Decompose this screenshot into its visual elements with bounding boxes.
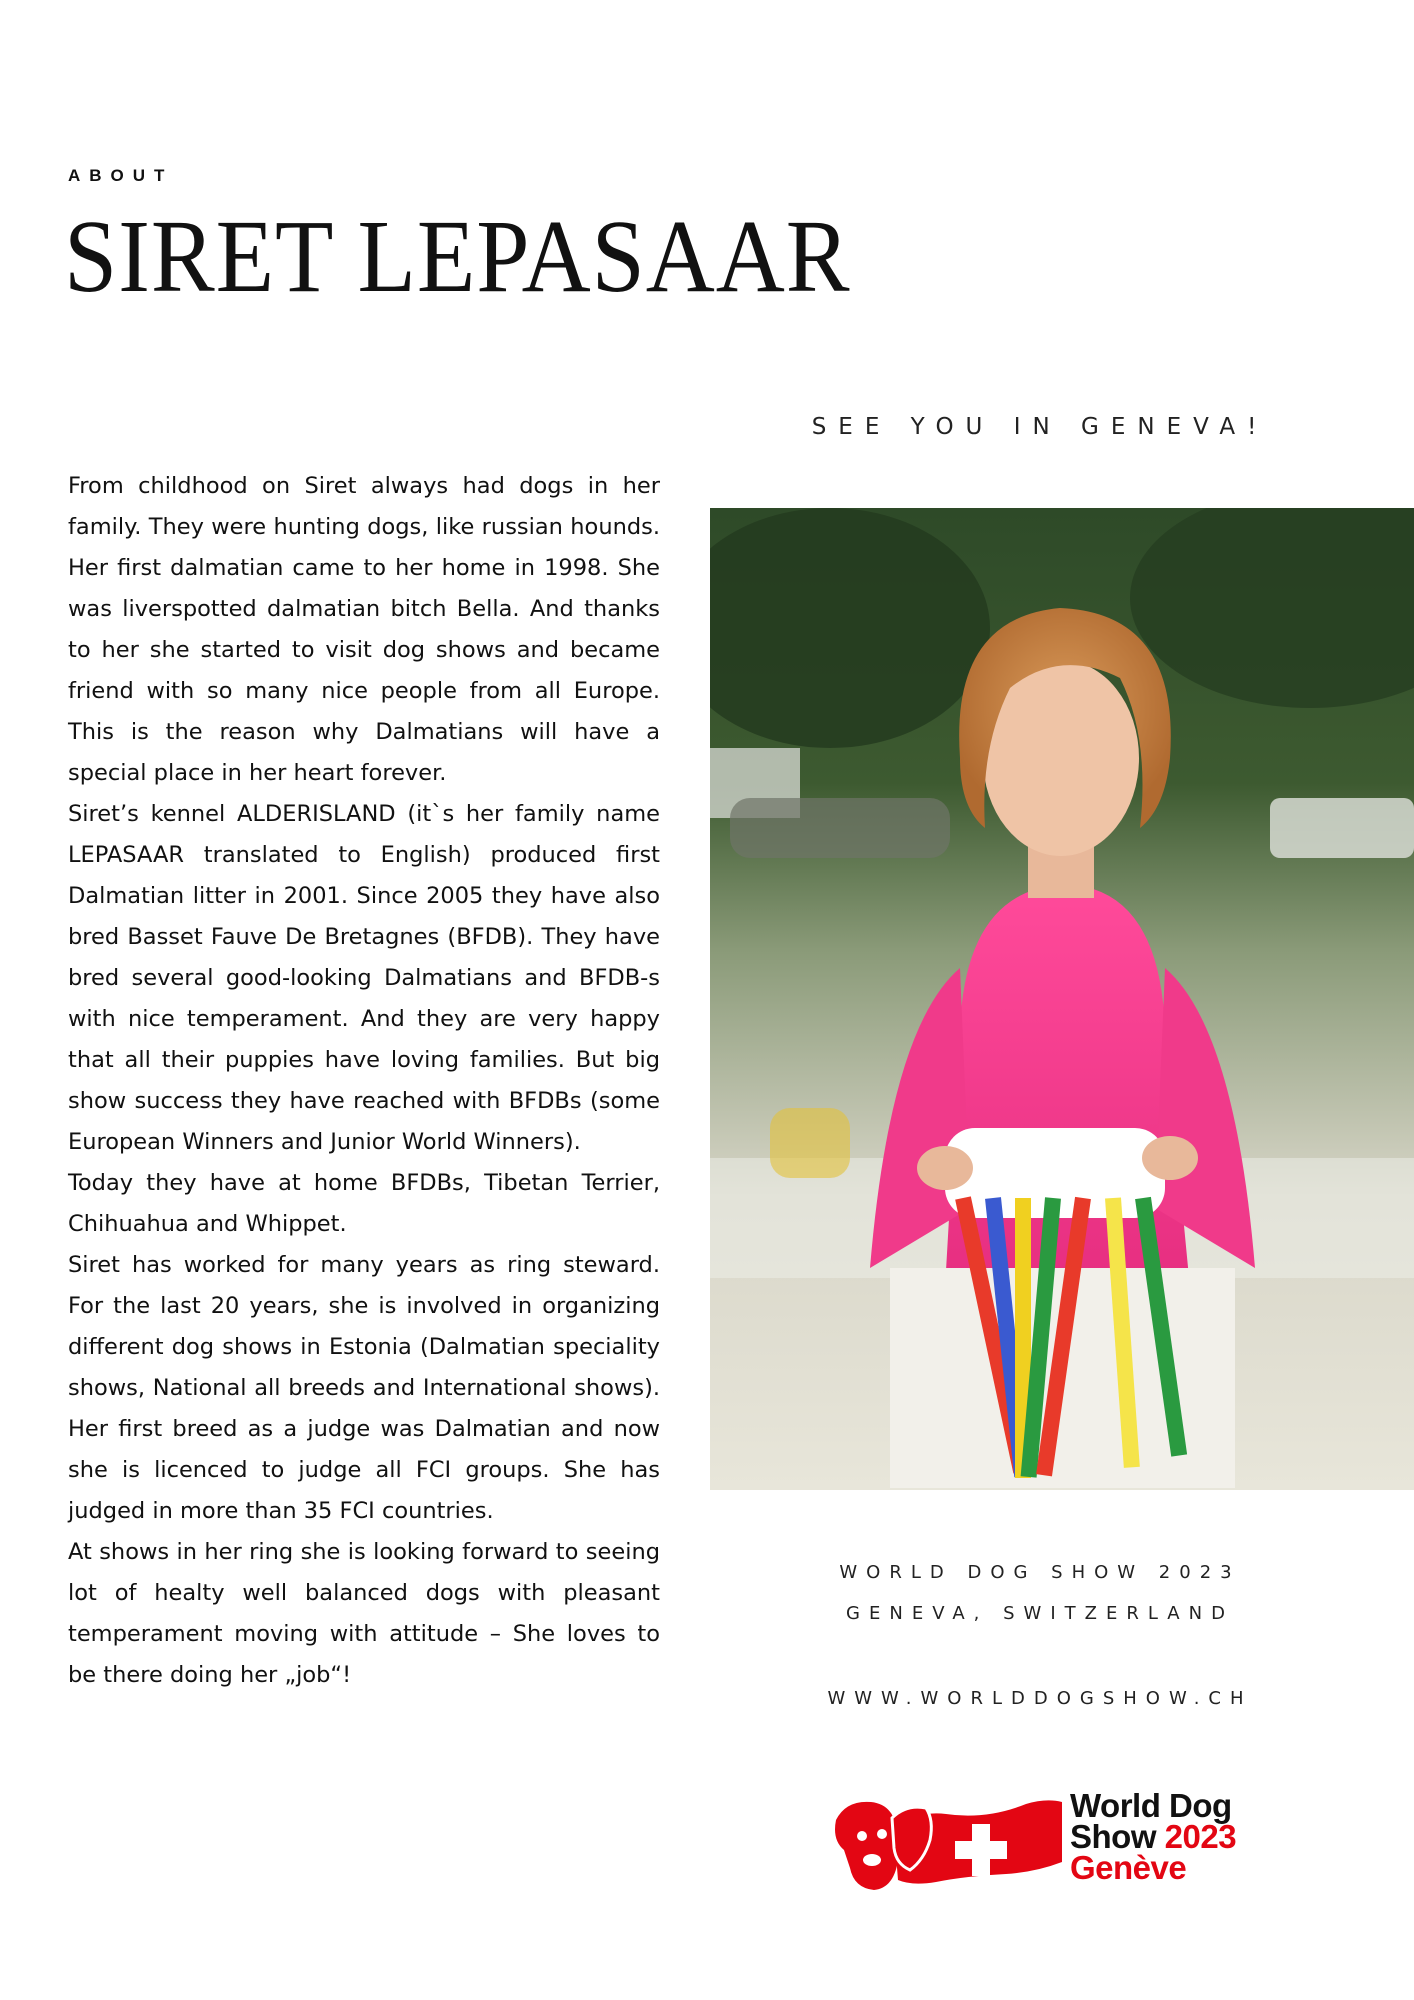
bio-text [68,466,660,1696]
page-title: SIRET LEPASAAR [64,199,851,314]
dog-flag-icon [826,1790,1066,1900]
tagline: SEE YOU IN GENEVA! [811,414,1269,440]
portrait-photo [710,508,1414,1490]
logo-line-3: Genève [1070,1849,1187,1886]
logo-wordmark [1070,1787,1237,1886]
bio-paragraph: Today they have at home BFDBs, Tibetan Terrier, Chihuahua and Whippet. [68,1170,660,1237]
event-name-line: WORLD DOG SHOW 2023 [839,1562,1241,1583]
bio-paragraph: From childhood on Siret always had dogs in her family. They were hunting dogs, like russian hounds. Her first dalmatian came to her home in 1998. She was liverspotted dalmatian bitch Bella. And thanks to her she started to visit dog shows and became friend with so many nice people from all Europe. This is the reason why Dalmatians will have a special place in her heart forever. [68,473,660,786]
bio-paragraph: Siret has worked for many years as ring steward. For the last 20 years, she is involved in organizing different dog shows in Estonia (Dalmatian speciality shows, National all breeds and International shows). Her first breed as a judge was Dalmatian and now she is licenced to judge all FCI groups. She has judged in more than 35 FCI countries. [68,1252,660,1524]
logo-line-1: World Dog [1070,1787,1232,1824]
logo-line-2: Show 2023 [1070,1818,1237,1855]
world-dog-show-logo [826,1787,1256,1900]
bio-paragraph: Siret’s kennel ALDERISLAND (it`s her family name LEPASAAR translated to English) produced first Dalmatian litter in 2001. Since 2005 they have also bred Basset Fauve De Bretagnes (BFDB). They have bred several good-looking Dalmatians and BFDB-s with nice temperament. And they are very happy that all their puppies have loving families. But big show success they have reached with BFDBs (some European Winners and Junior World Winners). [68,801,660,1155]
bio-paragraph: At shows in her ring she is looking forward to seeing lot of healty well balanced dogs with pleasant temperament moving with attitude – She loves to be there doing her „job“! [68,1539,660,1688]
event-location-line: GENEVA, SWITZERLAND [846,1603,1234,1624]
section-eyebrow: ABOUT [68,166,174,185]
website-link[interactable]: WWW.WORLDDOGSHOW.CH [827,1688,1253,1709]
